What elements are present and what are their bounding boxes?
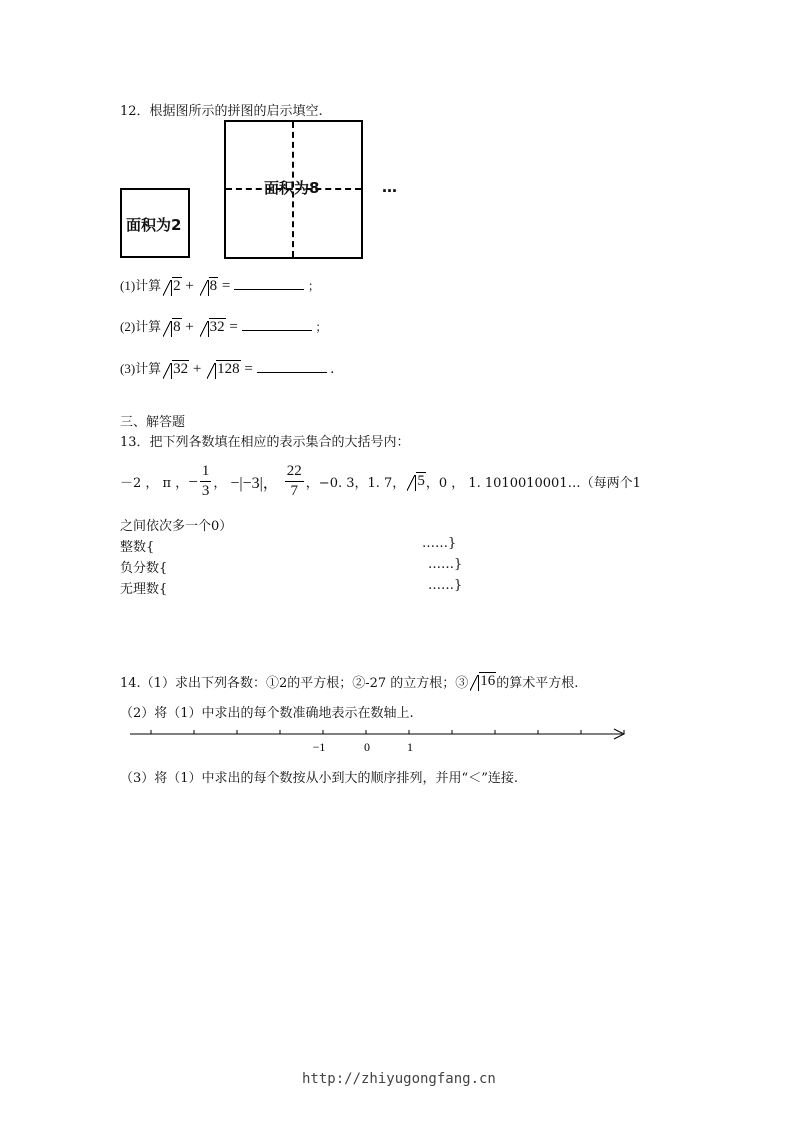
small-square-label: 面积为2 — [126, 216, 182, 234]
q13-prompt: 13．把下列各数填在相应的表示集合的大括号内： — [120, 435, 410, 450]
big-square — [224, 120, 363, 259]
fraction-one-third: $\frac{1}{3}$ — [201, 463, 210, 499]
fraction-22-7: $\frac{22}{7}$ — [286, 463, 302, 499]
q14-part-3: （3）将（1）中求出的每个数按从小到大的顺序排列，并用“＜”连接. — [120, 771, 518, 786]
set-irrational-close: ……} — [428, 578, 463, 593]
footer-url[interactable]: http://zhiyugongfang.cn — [302, 1071, 496, 1087]
q13-continuation: 之间依次多一个0） — [120, 519, 233, 534]
set-irrational-label: 无理数{ — [120, 582, 168, 597]
number-line-ticks — [151, 730, 624, 734]
q14-part-1: 14.（1）求出下列各数：①2的平方根；②-27 的立方根；③ 16 的算术平方根. — [120, 673, 579, 691]
set-integer-close: ……} — [422, 536, 457, 551]
axis-label-1: 1 — [407, 740, 413, 754]
q12-item-3: (3)计算 32 + 128 = . — [120, 361, 335, 377]
ellipsis: … — [382, 178, 397, 196]
set-negative-fraction-label: 负分数{ — [120, 561, 168, 576]
q12-item-1: (1)计算 2 + 8 = ； — [120, 278, 320, 294]
axis-label-minus-1: −1 — [312, 740, 326, 754]
answer-blank-1[interactable] — [234, 277, 304, 290]
answer-blank-3[interactable] — [257, 360, 327, 373]
section-title: 三、解答题 — [120, 415, 186, 430]
small-square — [120, 188, 190, 258]
set-integer-label: 整数{ — [120, 540, 155, 555]
q14-part-2: （2）将（1）中求出的每个数准确地表示在数轴上. — [120, 706, 414, 721]
big-square-label: 面积为8 — [264, 179, 320, 197]
q12-prompt: 12．根据图所示的拼图的启示填空. — [120, 104, 323, 119]
set-negative-fraction-close: ……} — [428, 557, 463, 572]
q13-number-list: －2 ， π ， − $\frac{1}{3}$ ， −|−3|， $\frac{22}{7}$ ，−0. 3，1. 7， 5 ，0 ， 1. 1010010001…（每两个1 — [120, 463, 641, 499]
number-line — [120, 722, 630, 762]
q12-item-2: (2)计算 8 + 32 = ； — [120, 319, 328, 335]
axis-label-0: 0 — [364, 740, 370, 754]
answer-blank-2[interactable] — [242, 318, 312, 331]
